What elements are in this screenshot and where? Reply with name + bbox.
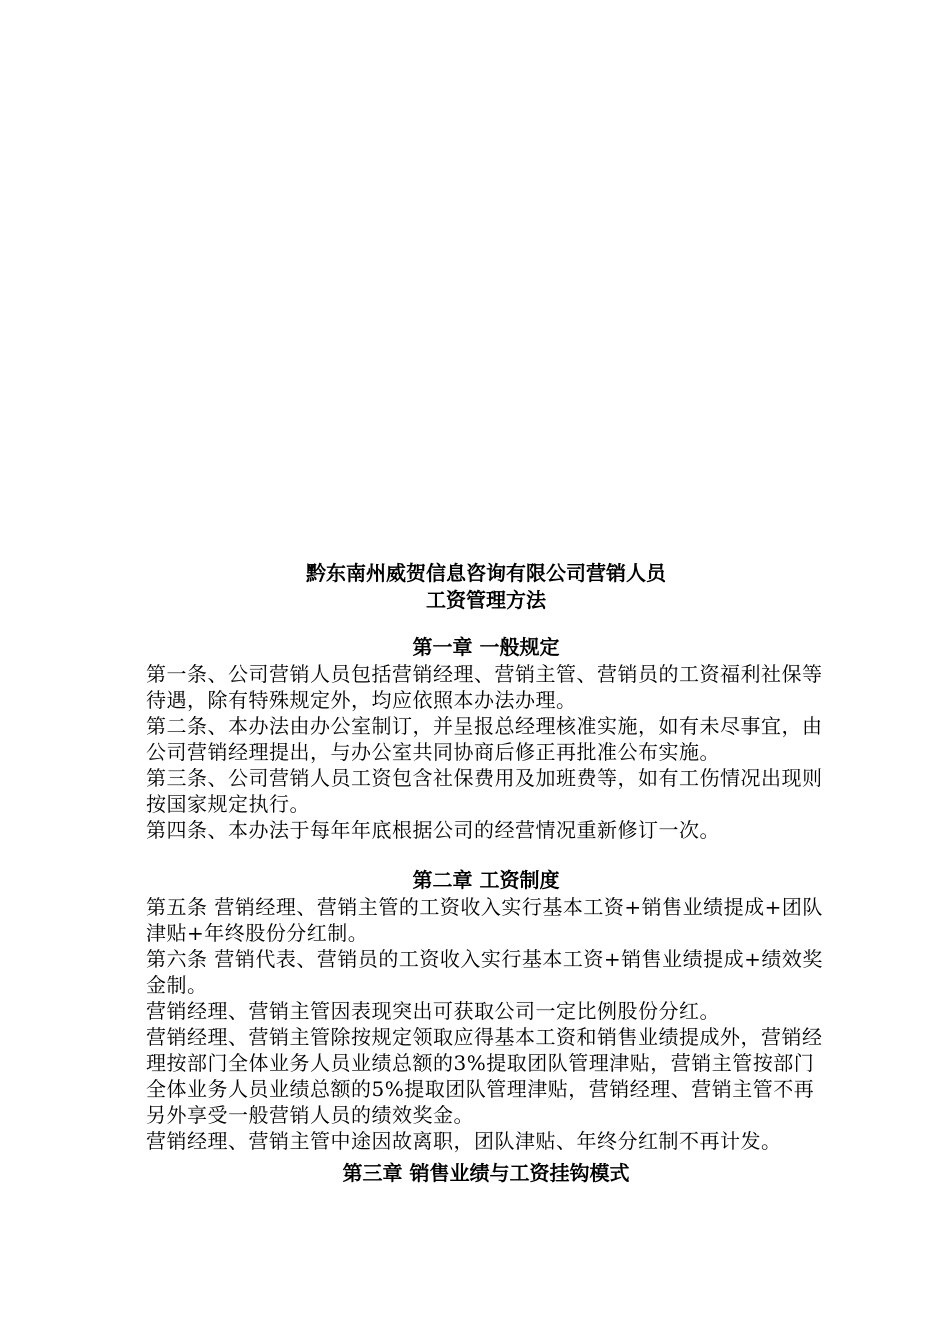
chapter-2-article-6: 第六条 营销代表、营销员的工资收入实行基本工资+销售业绩提成+绩效奖金制。 [146,947,823,997]
chapter-1-article-4: 第四条、本办法于每年年底根据公司的经营情况重新修订一次。 [146,818,720,842]
chapter-2-paragraph-3: 营销经理、营销主管因表现突出可获取公司一定比例股份分红。 [146,999,720,1023]
chapter-2-paragraph-5: 营销经理、营销主管中途因故离职，团队津贴、年终分红制不再计发。 [146,1129,782,1153]
document-body [146,560,826,1187]
document-title-line-2: 工资管理方法 [426,588,546,612]
spacer [146,614,826,634]
spacer [146,843,826,867]
chapter-1-article-3: 第三条、公司营销人员工资包含社保费用及加班费等，如有工伤情况出现则按国家规定执行。 [146,766,823,816]
chapter-2-paragraph-4: 营销经理、营销主管除按规定领取应得基本工资和销售业绩提成外，营销经理按部门全体业务人员业绩总额的3%提取团队管理津贴，营销主管按部门全体业务人员业绩总额的5%提取团队管理津贴，营销经理、营销主管不再另外享受一般营销人员的绩效奖金。 [146,1025,823,1127]
chapter-1-heading: 第一章 一般规定 [412,635,560,659]
chapter-2-article-5: 第五条 营销经理、营销主管的工资收入实行基本工资+销售业绩提成+团队津贴+年终股份分红制。 [146,895,823,945]
document-title-line-1: 黔东南州威贺信息咨询有限公司营销人员 [306,561,666,585]
chapter-1-article-1: 第一条、公司营销人员包括营销经理、营销主管、营销员的工资福利社保等待遇，除有特殊规定外，均应依照本办法办理。 [146,662,823,712]
chapter-2-heading: 第二章 工资制度 [412,868,560,892]
chapter-3-heading: 第三章 销售业绩与工资挂钩模式 [342,1161,630,1185]
chapter-1-article-2: 第二条、本办法由办公室制订，并呈报总经理核准实施，如有未尽事宜，由公司营销经理提出，与办公室共同协商后修正再批准公布实施。 [146,714,823,764]
